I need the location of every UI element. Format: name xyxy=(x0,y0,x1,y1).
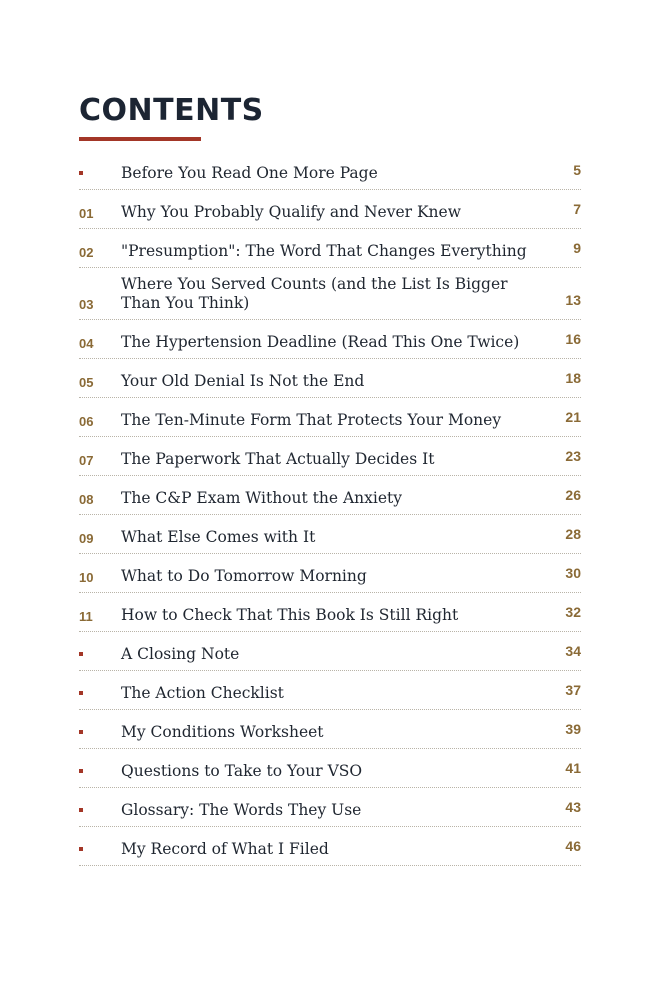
bullet-marker xyxy=(79,647,121,664)
chapter-number: 05 xyxy=(79,375,94,390)
toc-entry[interactable] xyxy=(79,151,581,190)
page-number: 7 xyxy=(573,201,581,217)
page-number: 5 xyxy=(573,162,581,178)
toc-entry[interactable] xyxy=(79,710,581,749)
chapter-number: 09 xyxy=(79,531,94,546)
chapter-number: 02 xyxy=(79,245,94,260)
entry-title: What Else Comes with It xyxy=(121,528,316,546)
entry-title: A Closing Note xyxy=(121,645,240,663)
bullet-marker xyxy=(79,764,121,781)
entry-title: Questions to Take to Your VSO xyxy=(121,762,363,780)
toc-entry[interactable] xyxy=(79,632,581,671)
entry-title: Where You Served Counts (and the List Is Bigger Than You Think) xyxy=(121,275,508,312)
toc-entry[interactable] xyxy=(79,229,581,268)
chapter-number: 01 xyxy=(79,206,94,221)
chapter-number: 07 xyxy=(79,453,94,468)
square-bullet-icon xyxy=(79,847,83,851)
chapter-number: 08 xyxy=(79,492,94,507)
entry-title: The Hypertension Deadline (Read This One Twice) xyxy=(121,333,520,351)
page-number: 41 xyxy=(565,760,581,776)
toc-entry[interactable] xyxy=(79,359,581,398)
page-number: 26 xyxy=(565,487,581,503)
toc-entry[interactable] xyxy=(79,320,581,359)
page-number: 9 xyxy=(573,240,581,256)
page-number: 13 xyxy=(565,292,581,308)
page-number: 28 xyxy=(565,526,581,542)
entry-title: The Action Checklist xyxy=(121,684,284,702)
toc-entry[interactable] xyxy=(79,398,581,437)
chapter-number: 10 xyxy=(79,570,94,585)
page-title: CONTENTS xyxy=(79,93,264,128)
page-number: 46 xyxy=(565,838,581,854)
entry-title: Why You Probably Qualify and Never Knew xyxy=(121,203,461,221)
page-number: 37 xyxy=(565,682,581,698)
contents-page xyxy=(79,93,581,866)
toc-entry[interactable] xyxy=(79,827,581,866)
square-bullet-icon xyxy=(79,769,83,773)
toc-entry[interactable] xyxy=(79,190,581,229)
entry-title: The Paperwork That Actually Decides It xyxy=(121,450,435,468)
square-bullet-icon xyxy=(79,171,83,175)
page-number: 39 xyxy=(565,721,581,737)
entry-title: My Record of What I Filed xyxy=(121,840,329,858)
entry-title: My Conditions Worksheet xyxy=(121,723,324,741)
bullet-marker xyxy=(79,725,121,742)
page-number: 43 xyxy=(565,799,581,815)
toc-list xyxy=(79,151,581,866)
page-number: 21 xyxy=(565,409,581,425)
entry-title: How to Check That This Book Is Still Right xyxy=(121,606,459,624)
toc-entry[interactable] xyxy=(79,437,581,476)
entry-title: Your Old Denial Is Not the End xyxy=(121,372,365,390)
entry-title: Glossary: The Words They Use xyxy=(121,801,362,819)
toc-entry[interactable] xyxy=(79,268,581,320)
toc-entry[interactable] xyxy=(79,515,581,554)
entry-title: The Ten-Minute Form That Protects Your Money xyxy=(121,411,502,429)
square-bullet-icon xyxy=(79,808,83,812)
chapter-number: 06 xyxy=(79,414,94,429)
toc-entry[interactable] xyxy=(79,749,581,788)
page-number: 16 xyxy=(565,331,581,347)
toc-entry[interactable] xyxy=(79,788,581,827)
bullet-marker xyxy=(79,803,121,820)
square-bullet-icon xyxy=(79,730,83,734)
page-number: 23 xyxy=(565,448,581,464)
title-underline xyxy=(79,137,201,141)
entry-title: What to Do Tomorrow Morning xyxy=(121,567,367,585)
entry-title: The C&P Exam Without the Anxiety xyxy=(121,489,402,507)
entry-title: Before You Read One More Page xyxy=(121,164,378,182)
chapter-number: 04 xyxy=(79,336,94,351)
entry-title: "Presumption": The Word That Changes Everything xyxy=(121,242,527,260)
bullet-marker xyxy=(79,166,121,183)
page-number: 34 xyxy=(565,643,581,659)
page-number: 30 xyxy=(565,565,581,581)
bullet-marker xyxy=(79,686,121,703)
square-bullet-icon xyxy=(79,652,83,656)
bullet-marker xyxy=(79,842,121,859)
chapter-number: 03 xyxy=(79,297,94,312)
toc-entry[interactable] xyxy=(79,554,581,593)
toc-entry[interactable] xyxy=(79,593,581,632)
square-bullet-icon xyxy=(79,691,83,695)
page-number: 32 xyxy=(565,604,581,620)
toc-entry[interactable] xyxy=(79,671,581,710)
page-number: 18 xyxy=(565,370,581,386)
toc-entry[interactable] xyxy=(79,476,581,515)
chapter-number: 11 xyxy=(79,609,93,624)
